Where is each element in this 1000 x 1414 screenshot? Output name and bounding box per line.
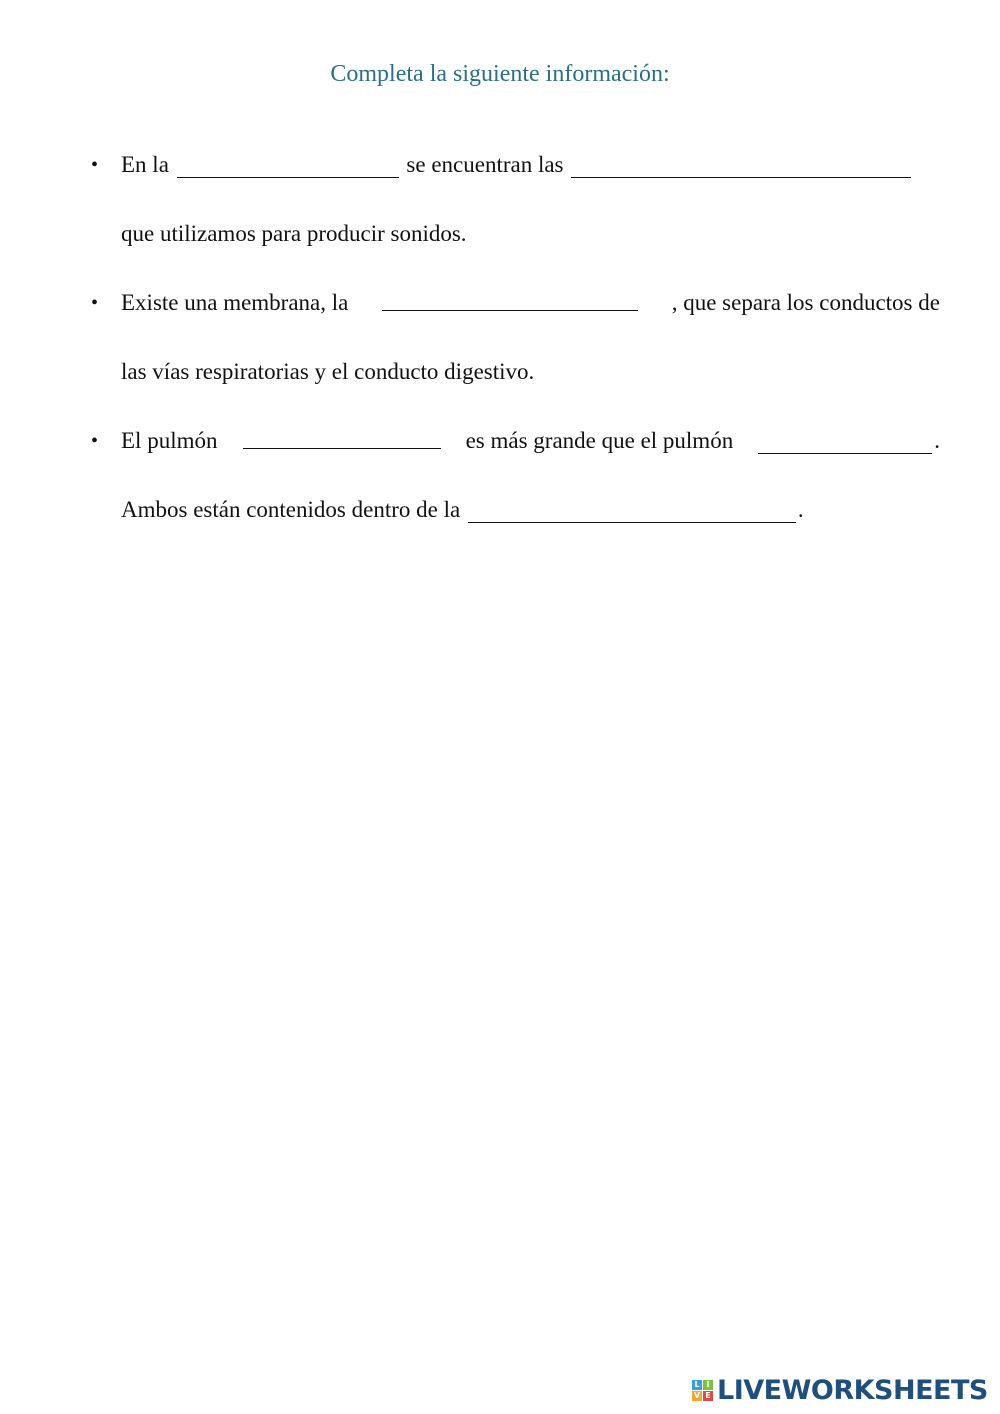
item-text: es más grande que el pulmón bbox=[465, 428, 734, 453]
item-text: Existe una membrana, la bbox=[121, 290, 349, 315]
bullet-icon: • bbox=[91, 292, 99, 314]
blank-input-4[interactable] bbox=[243, 426, 441, 449]
logo-mark-cell: I bbox=[703, 1380, 713, 1390]
item-text: En la bbox=[121, 152, 169, 177]
item-text: se encuentran las bbox=[406, 152, 564, 177]
item-line bbox=[121, 357, 940, 387]
blank-input-6[interactable] bbox=[468, 500, 796, 523]
item-text: , que separa los conductos de bbox=[671, 290, 940, 315]
item-text: las vías respiratorias y el conducto digestivo. bbox=[121, 359, 535, 384]
blank-input-1[interactable] bbox=[177, 155, 399, 178]
blank-input-2[interactable] bbox=[571, 155, 911, 178]
item-text: . bbox=[797, 497, 804, 522]
logo-text: LIVEWORKSHEETS bbox=[717, 1374, 988, 1406]
item-text: Ambos están contenidos dentro de la bbox=[121, 497, 461, 522]
item-text: . bbox=[934, 428, 940, 453]
item-line bbox=[121, 426, 940, 456]
item-line bbox=[121, 495, 940, 525]
bullet-icon: • bbox=[91, 430, 99, 452]
item-line bbox=[121, 288, 940, 318]
page-title: Completa la siguiente información: bbox=[330, 61, 670, 87]
liveworksheets-logo-icon bbox=[692, 1380, 713, 1401]
bullet-icon: • bbox=[91, 154, 99, 176]
logo-mark-cell: L bbox=[692, 1380, 702, 1390]
blank-input-5[interactable] bbox=[758, 431, 932, 454]
item-text: que utilizamos para producir sonidos. bbox=[121, 221, 467, 246]
logo-mark-cell: E bbox=[703, 1391, 713, 1401]
item-line bbox=[121, 150, 940, 180]
liveworksheets-logo[interactable] bbox=[692, 1374, 988, 1406]
item-text: El pulmón bbox=[121, 428, 218, 453]
blank-input-3[interactable] bbox=[382, 288, 638, 311]
item-line bbox=[121, 219, 940, 249]
logo-mark-cell: V bbox=[693, 1390, 701, 1400]
